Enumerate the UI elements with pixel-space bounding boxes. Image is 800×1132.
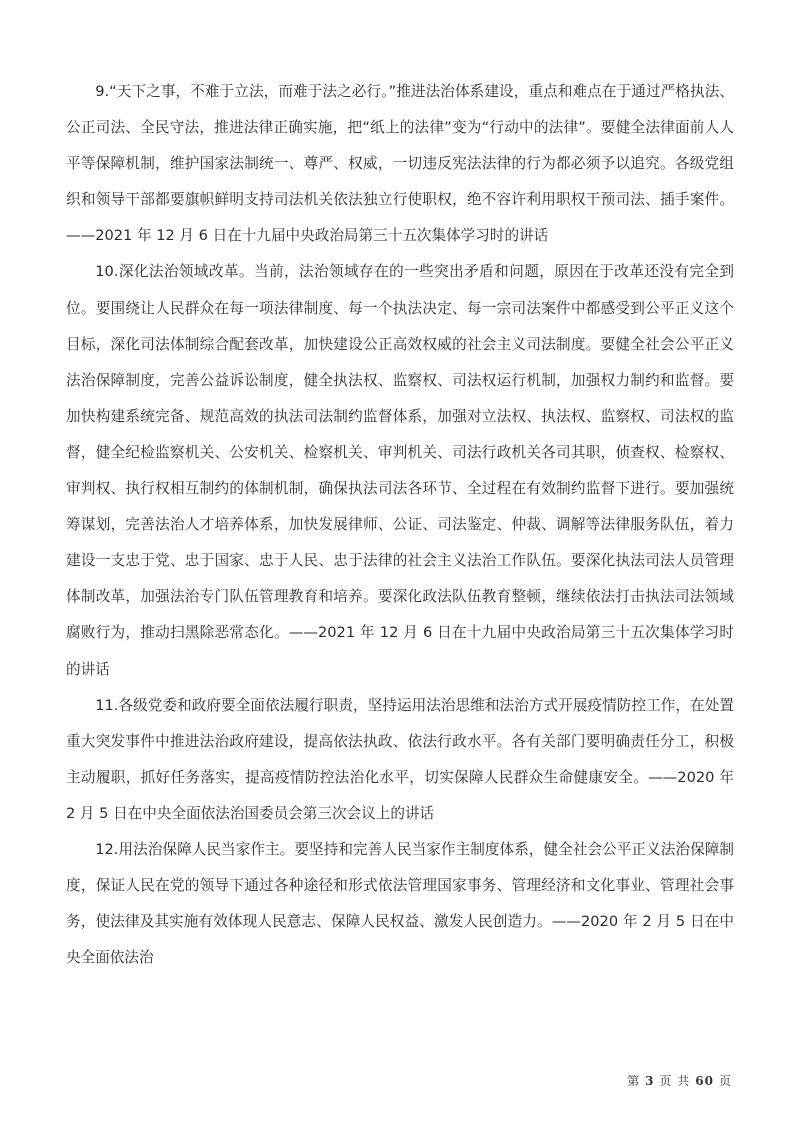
paragraph-12: 12.用法治保障人民当家作主。要坚持和完善人民当家作主制度体系，健全社会公平正义法治保障制度，保证人民在党的领导下通过各种途径和形式依法管理国家事务、管理经济和文化事业、管理社会事务，使法律及其实施有效体现人民意志、保障人民权益、激发人民创造力。——2020 年 2 月 5 日在中央全面依法治 [66,840,734,967]
document-body [66,74,734,976]
footer-suffix: 页 [718,1074,732,1088]
paragraph-11: 11.各级党委和政府要全面依法履行职责，坚持运用法治思维和法治方式开展疫情防控工作，在处置重大突发事件中推进法治政府建设，提高依法执政、依法行政水平。各有关部门要明确责任分工，积极主动履职，抓好任务落实，提高疫情防控法治化水平，切实保障人民群众生命健康安全。——2020 年 2 月 5 日在中央全面依法治国委员会第三次会议上的讲话 [66,696,734,822]
paragraph-9: 9.“天下之事，不难于立法，而难于法之必行。”推进法治体系建设，重点和难点在于通过严格执法、公正司法、全民守法，推进法律正确实施，把“纸上的法律”变为“行动中的法律”。要健全法律面前人人平等保障机制，维护国家法制统一、尊严、权威，一切违反宪法法律的行为都必须予以追究。各级党组织和领导干部都要旗帜鲜明支持司法机关依法独立行使职权，绝不容许利用职权干预司法、插手案件。——2021 年 12 月 6 日在十九届中央政治局第三十五次集体学习时的讲话 [66,83,734,245]
footer-middle: 页 共 [659,1074,691,1088]
total-page-count: 60 [695,1074,714,1088]
paragraph-10: 10.深化法治领域改革。当前，法治领域存在的一些突出矛盾和问题，原因在于改革还没有完全到位。要围绕让人民群众在每一项法律制度、每一个执法决定、每一宗司法案件中都感受到公平正义这个目标，深化司法体制综合配套改革，加快建设公正高效权威的社会主义司法制度。要健全社会公平正义法治保障制度，完善公益诉讼制度，健全执法权、监察权、司法权运行机制，加强权力制约和监督。要加快构建系统完备、规范高效的执法司法制约监督体系，加强对立法权、执法权、监察权、司法权的监督，健全纪检监察机关、公安机关、检察机关、审判机关、司法行政机关各司其职，侦查权、检察权、审判权、执行权相互制约的体制机制，确保执法司法各环节、全过程在有效制约监督下进行。要加强统筹谋划，完善法治人才培养体系，加快发展律师、公证、司法鉴定、仲裁、调解等法律服务队伍，着力建设一支忠于党、忠于国家、忠于人民、忠于法律的社会主义法治工作队伍。要深化执法司法人员管理体制改革，加强法治专门队伍管理教育和培养。要深化政法队伍教育整顿，继续依法打击执法司法领域腐败行为，推动扫黑除恶常态化。——2021 年 12 月 6 日在十九届中央政治局第三十五次集体学习时的讲话 [66,263,734,678]
footer-prefix: 第 [627,1074,641,1088]
current-page-number: 3 [645,1074,655,1088]
page-number-footer [627,1072,732,1089]
